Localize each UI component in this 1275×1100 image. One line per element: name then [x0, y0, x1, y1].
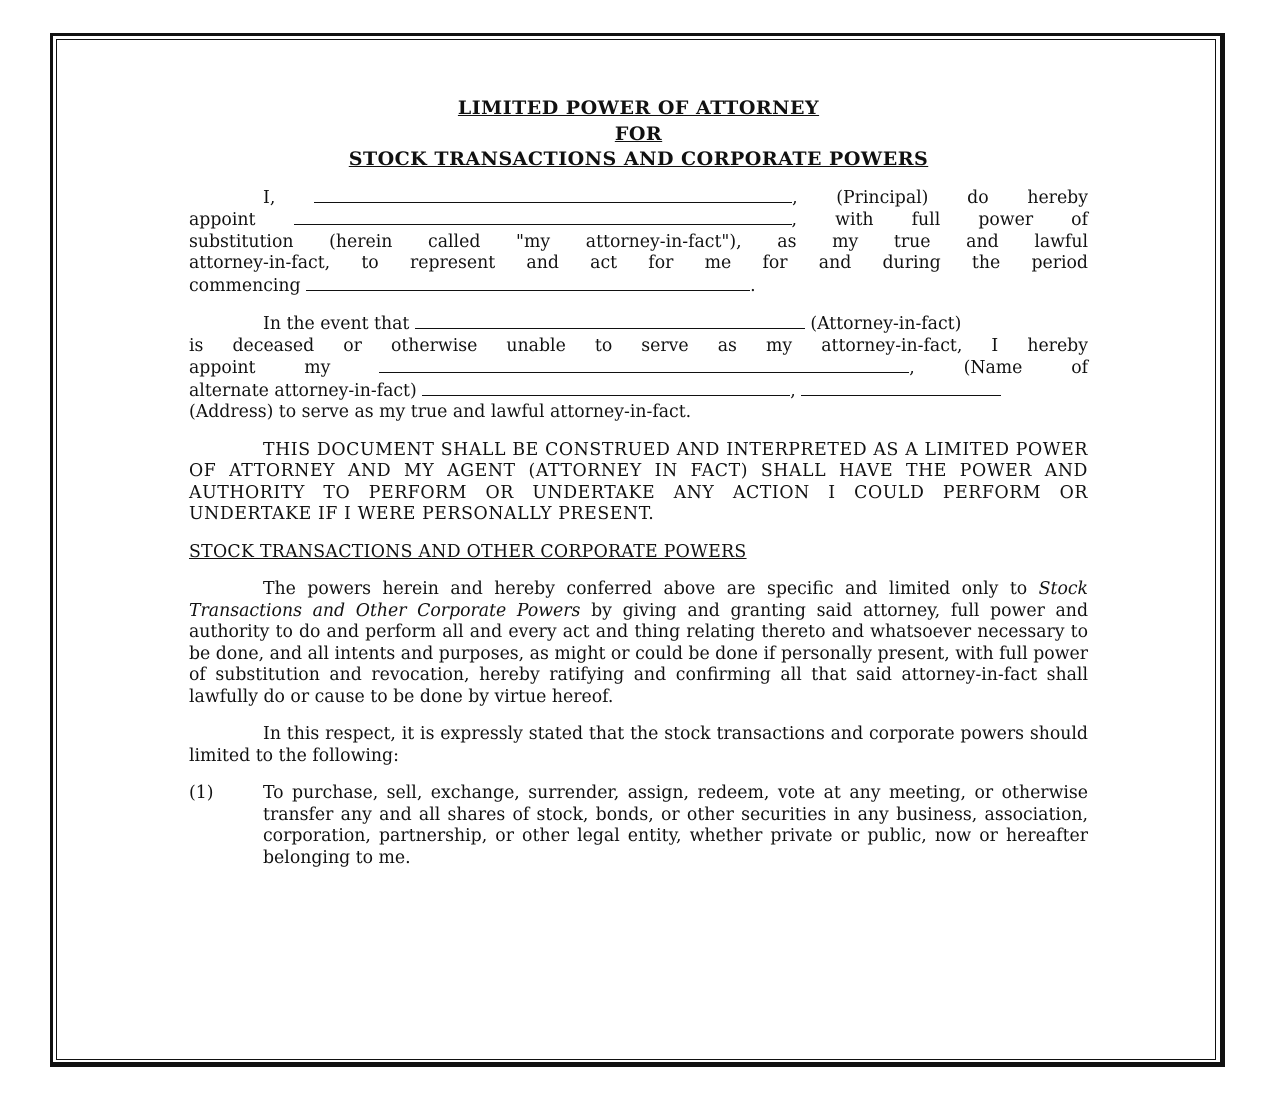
list-item-number: (1)	[189, 783, 214, 803]
commencing-date-blank[interactable]	[306, 275, 750, 291]
list-item-text: To purchase, sell, exchange, surrender, assign, redeem, vote at any meeting, or otherwise transfer any and all shares of stock, bonds, or other securities in any business, association, corporation, partnership, or other legal entity, whether private or public, now or hereafter belonging to me.	[263, 783, 1088, 868]
title-line-3: STOCK TRANSACTIONS AND CORPORATE POWERS	[348, 148, 929, 170]
alternate-line-2: is deceased or otherwise unable to serve as my attorney-in-fact, I hereby	[189, 335, 1088, 356]
principal-line-1: I, , (Principal) do hereby	[263, 187, 1088, 208]
powers-paragraph: The powers herein and hereby conferred above are specific and limited only to Stock Transactions and Other Corporate Powers by giving and granting said attorney, full power and authority to do and perform all and every act and thing relating thereto and whatsoever necessary to be done, and all intents and purposes, as might or could be done if personally present, with full power of substitution and revocation, hereby ratifying and confirming all that said attorney-in-fact shall lawfully do or cause to be done by virtue hereof.	[189, 579, 1089, 707]
limitation-paragraph: In this respect, it is expressly stated that the stock transactions and corporate powers should limited to the following:	[189, 724, 1088, 766]
principal-name-blank[interactable]	[314, 187, 792, 203]
attorney-name-blank[interactable]	[294, 209, 792, 225]
attorney-in-fact-blank[interactable]	[415, 313, 805, 329]
list-item	[189, 783, 1088, 869]
principal-line-5: commencing .	[189, 275, 756, 296]
title-line-2: FOR	[614, 122, 663, 145]
alternate-line-4: alternate attorney-in-fact) ,	[189, 380, 1088, 403]
principal-line-3: substitution (herein called "my attorney-in-fact"), as my true and lawful	[189, 231, 1088, 252]
document-title	[189, 96, 1088, 173]
address-blank[interactable]	[801, 380, 1001, 396]
document-body	[189, 96, 1088, 869]
alternate-line-1: In the event that (Attorney-in-fact)	[263, 314, 962, 334]
alternate-line-5: (Address) to serve as my true and lawful attorney-in-fact.	[189, 402, 692, 422]
alternate-line-3: appoint my , (Name of	[189, 358, 1089, 378]
alternate-name-blank[interactable]	[379, 357, 909, 373]
title-line-1: LIMITED POWER OF ATTORNEY	[457, 97, 820, 119]
alternate-paragraph	[189, 313, 1088, 424]
principal-line-2: appoint , with full power of	[189, 210, 1088, 230]
principal-line-4: attorney-in-fact, to represent and act for me for and during the period	[189, 253, 1088, 273]
alternate-attorney-blank[interactable]	[422, 380, 790, 396]
principal-paragraph	[189, 187, 1088, 298]
powers-italic-phrase: Stock Transactions and Other Corporate Powers	[189, 579, 1088, 621]
construction-paragraph: THIS DOCUMENT SHALL BE CONSTRUED AND INTERPRETED AS A LIMITED POWER OF ATTORNEY AND MY AGENT (ATTORNEY IN FACT) SHALL HAVE THE POWER AND AUTHORITY TO PERFORM OR UNDERTAKE ANY ACTION I COULD PERFORM OR UNDERTAKE IF I WERE PERSONALLY PRESENT.	[189, 439, 1088, 524]
section-heading: STOCK TRANSACTIONS AND OTHER CORPORATE POWERS	[189, 541, 747, 562]
